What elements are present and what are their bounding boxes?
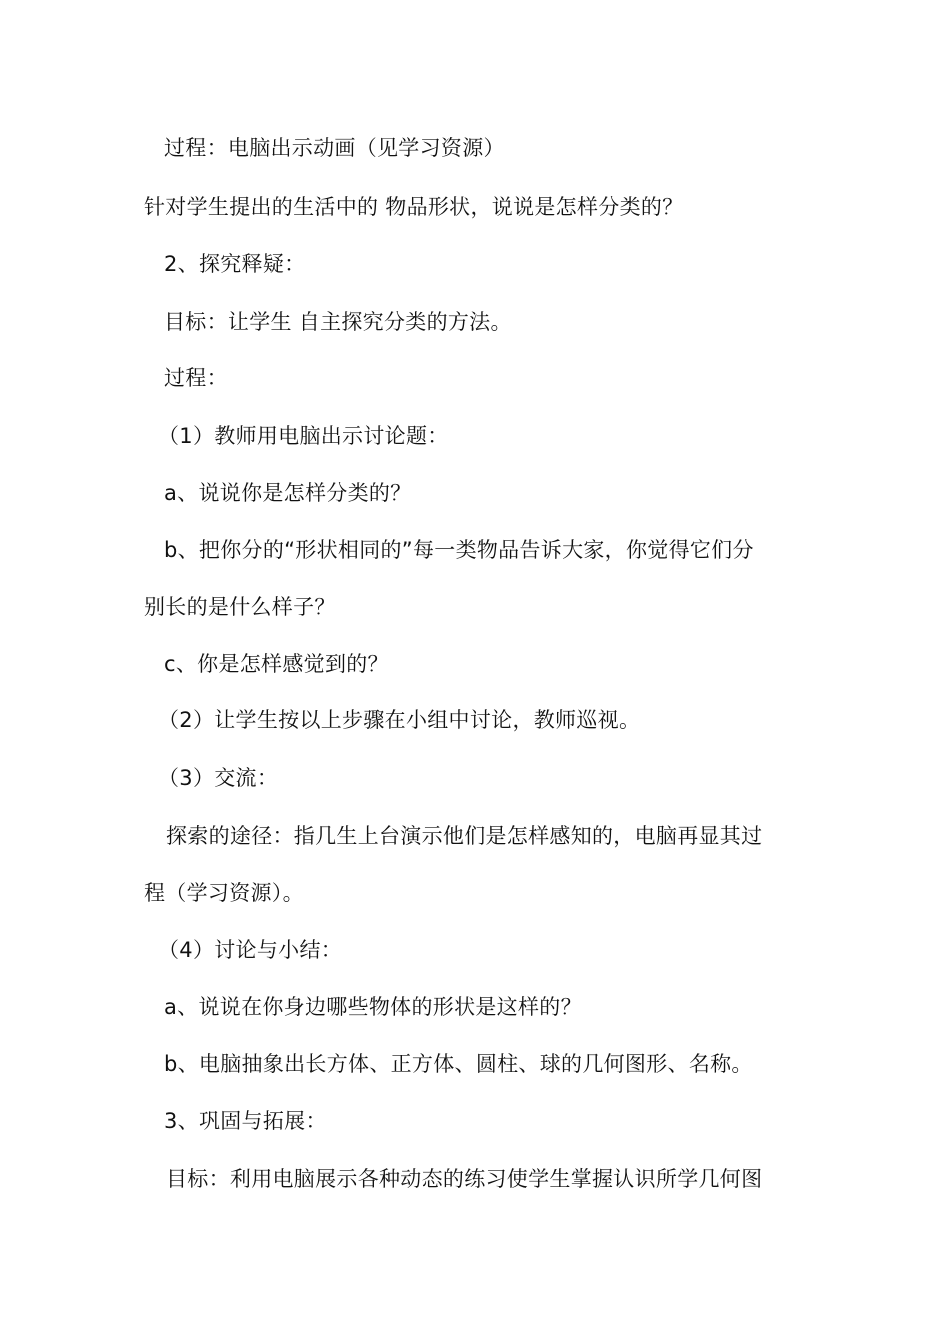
text-line-item-c: c、你是怎样感觉到的？ (164, 652, 389, 676)
text-line-step-4: （4）讨论与小结： (158, 938, 343, 962)
text-line-process-animation: 过程：电脑出示动画（见学习资源） (164, 136, 505, 160)
text-line-classification-question: 针对学生提出的生活中的 物品形状，说说是怎样分类的？ (144, 195, 684, 219)
text-line-step-3: （3）交流： (158, 766, 279, 790)
text-line-step-1: （1）教师用电脑出示讨论题： (158, 424, 449, 448)
text-line-step-2: （2）让学生按以上步骤在小组中讨论，教师巡视。 (158, 708, 641, 732)
text-line-explore-path: 探索的途径：指几生上台演示他们是怎样感知的，电脑再显其过 (166, 824, 763, 848)
text-line-section-2-heading: 2、探究释疑： (164, 252, 306, 276)
text-line-process-label: 过程： (164, 366, 228, 390)
text-line-summary-a: a、说说在你身边哪些物体的形状是这样的？ (164, 995, 582, 1019)
text-line-explore-path-continued: 程（学习资源）。 (144, 881, 304, 905)
text-line-section-3-heading: 3、巩固与拓展： (164, 1109, 327, 1133)
text-line-goal-explore: 目标：让学生 自主探究分类的方法。 (164, 310, 512, 334)
text-line-item-b-continued: 别长的是什么样子？ (144, 595, 336, 619)
text-line-summary-b: b、电脑抽象出长方体、正方体、圆柱、球的几何图形、名称。 (164, 1052, 753, 1076)
text-line-item-a: a、说说你是怎样分类的？ (164, 481, 412, 505)
text-line-item-b: b、把你分的“形状相同的”每一类物品告诉大家，你觉得它们分 (164, 538, 754, 562)
text-line-goal-practice: 目标：利用电脑展示各种动态的练习使学生掌握认识所学几何图 (166, 1167, 763, 1191)
